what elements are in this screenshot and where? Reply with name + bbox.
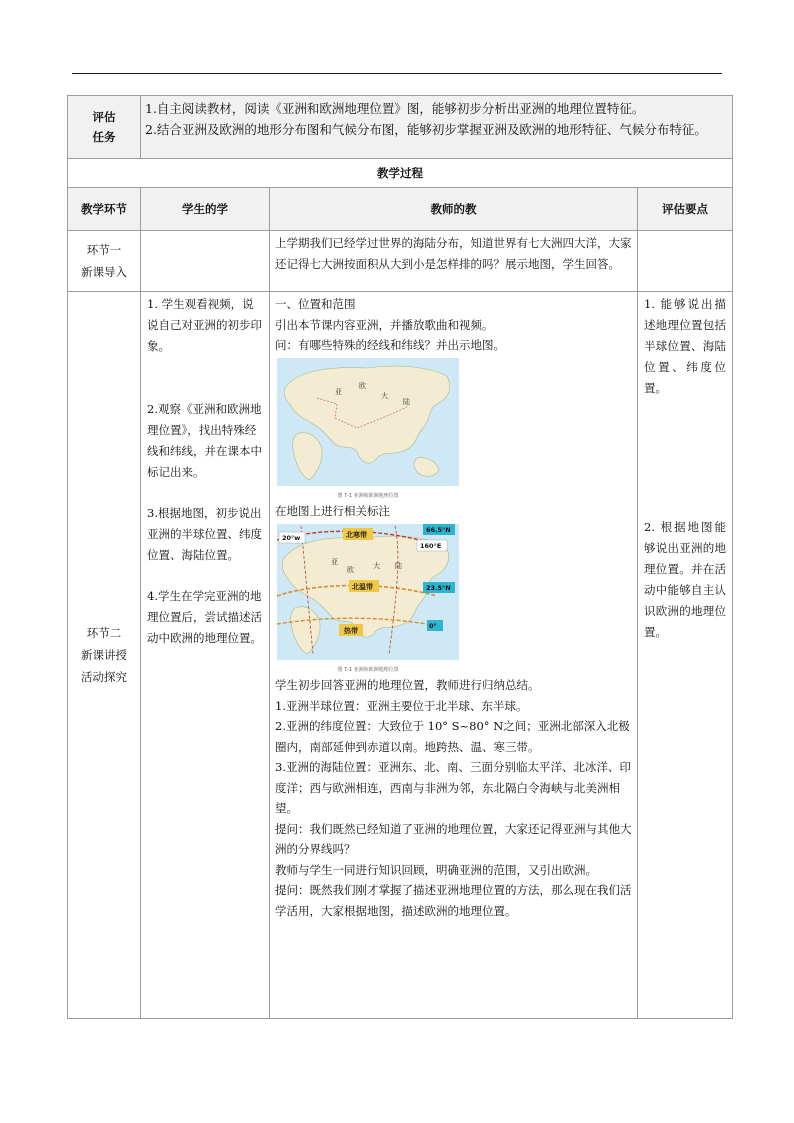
- map-zone-north-cold: 北寒带: [346, 530, 367, 539]
- phase-2-student: [141, 292, 270, 1019]
- student-item-2: 2.观察《亚洲和欧洲地理位置》，找出特殊经线和纬线，并在课本中标记出来。: [147, 402, 262, 479]
- map-lat-0: 0°: [429, 621, 437, 630]
- header-eval: 评估要点: [638, 188, 733, 231]
- annotated-map-image: [277, 524, 459, 660]
- process-title: 教学过程: [68, 159, 733, 188]
- phase-1-student: [141, 231, 270, 292]
- map-label-europe: 欧: [359, 381, 366, 390]
- evaluation-task-1: 1.自主阅读教材，阅读《亚洲和欧洲地理位置》图，能够初步分析出亚洲的地理位置特征。: [145, 101, 645, 116]
- teacher-point-1: 1.亚洲半球位置：亚洲主要位于北半球、东半球。: [275, 698, 528, 713]
- evaluation-tasks: [141, 96, 733, 159]
- student-item-4: 4.学生在学完亚洲的地理位置后，尝试描述活动中欧洲的地理位置。: [147, 589, 262, 645]
- phase-1-label: [68, 231, 141, 292]
- asia-europe-map-image: [277, 358, 459, 486]
- map-zone-tropic: 热带: [344, 626, 358, 635]
- map2-label-land: 陆: [395, 561, 402, 570]
- header-phase-text: 教学环节: [81, 201, 127, 216]
- evaluation-label-line2: 任务: [92, 130, 116, 144]
- header-student: 学生的学: [141, 188, 270, 231]
- phase-2-eval: [638, 292, 733, 1019]
- map-label-land: 陆: [403, 397, 410, 406]
- evaluation-label: [68, 96, 141, 159]
- map-lat-23-5: 23.5°N: [426, 583, 451, 592]
- header-teacher: 教师的教: [270, 188, 638, 231]
- teacher-review: 教师与学生一同进行知识回顾，明确亚洲的范围，又引出欧洲。: [275, 862, 597, 877]
- header-phase: [68, 188, 141, 231]
- student-item-1: 1. 学生观看视频，说说自己对亚洲的初步印象。: [147, 297, 262, 353]
- row-phase-1: [68, 231, 733, 292]
- map1-caption: 图 7-1 亚洲和欧洲地理位置: [337, 493, 399, 499]
- teacher-heading: 一、位置和范围: [275, 297, 356, 311]
- map-lat-66-5: 66.5°N: [426, 525, 451, 534]
- lesson-plan-table: [67, 95, 733, 1019]
- teacher-question-3: 提问：既然我们刚才掌握了描述亚洲地理位置的方法，那么现在我们活学活用，大家根据地图，描述欧洲的地理位置。: [275, 883, 632, 918]
- asia-europe-map: [277, 358, 459, 502]
- phase-2-label: [68, 292, 141, 1019]
- phase-1-eval: [638, 231, 733, 292]
- map-label-continent: 大: [381, 391, 388, 400]
- header-rule: [72, 73, 722, 74]
- phase-2-line1: 环节二: [86, 626, 122, 640]
- teacher-annotate: 在地图上进行相关标注: [275, 504, 390, 518]
- map2-caption: 图 7-1 亚洲和欧洲地理位置: [337, 667, 399, 673]
- teacher-intro: 引出本节课内容亚洲，并播放歌曲和视频。: [275, 317, 494, 332]
- map-label-asia: 亚: [335, 387, 342, 396]
- eval-point-2: 2. 根据地图能够说出亚洲的地理位置。并在活动中能够自主认识欧洲的地理位置。: [644, 520, 726, 639]
- student-item-3: 3.根据地图，初步说出亚洲的半球位置、纬度位置、海陆位置。: [147, 506, 262, 562]
- evaluation-label-line1: 评估: [92, 110, 116, 124]
- evaluation-row: [68, 96, 733, 159]
- map-lon-160e: 160°E: [420, 541, 442, 550]
- process-title-row: [68, 159, 733, 188]
- phase-2-line2: 新课讲授: [81, 648, 127, 662]
- map2-label-continent: 大: [373, 561, 380, 570]
- teacher-point-2: 2.亚洲的纬度位置：大致位于 10° S~80° N之间；亚洲北部深入北极圈内，南部延伸到赤道以南。地跨热、温、寒三带。: [275, 719, 630, 754]
- phase-2-teacher: [270, 292, 638, 1019]
- map-zone-north-temperate: 北温带: [352, 582, 373, 591]
- map2-label-asia: 亚: [331, 557, 338, 566]
- annotated-map: [277, 524, 459, 676]
- phase-2-line3: 活动探究: [81, 670, 127, 684]
- header-row: [68, 188, 733, 231]
- phase-1-teacher: 上学期我们已经学过世界的海陆分布，知道世界有七大洲四大洋，大家还记得七大洲按面积从大到小是怎样排的吗？展示地图，学生回答。: [270, 231, 638, 292]
- teacher-question-2: 提问：我们既然已经知道了亚洲的地理位置，大家还记得亚洲与其他大洲的分界线吗？: [275, 821, 632, 856]
- teacher-summary-intro: 学生初步回答亚洲的地理位置，教师进行归纳总结。: [275, 678, 540, 692]
- teacher-point-3: 3.亚洲的海陆位置：亚洲东、北、南、三面分别临太平洋、北冰洋、印度洋；西与欧洲相连，西南与非洲为邻，东北隔白令海峡与北美洲相望。: [275, 760, 631, 815]
- row-phase-2: [68, 292, 733, 1019]
- map-lon-20w: 20°w: [282, 533, 301, 542]
- teacher-question-1: 问：有哪些特殊的经线和纬线？并出示地图。: [275, 338, 505, 352]
- phase-1-line1: 环节一: [86, 243, 122, 257]
- phase-1-line2: 新课导入: [81, 265, 127, 279]
- map2-label-europe: 欧: [347, 565, 354, 574]
- evaluation-task-2: 2.结合亚洲及欧洲的地形分布图和气候分布图，能够初步掌握亚洲及欧洲的地形特征、气候分布特征。: [145, 122, 707, 137]
- eval-point-1: 1. 能够说出描述地理位置包括半球位置、海陆位置、纬度位置。: [644, 297, 726, 395]
